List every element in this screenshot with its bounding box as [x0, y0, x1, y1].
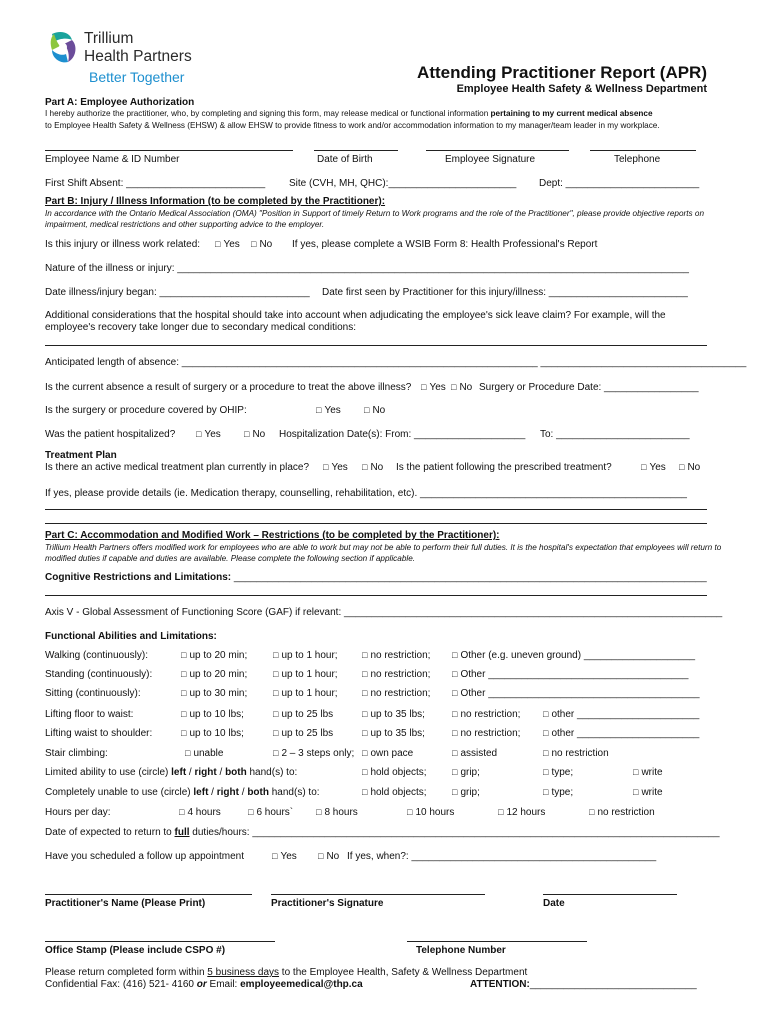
wsib-note: If yes, please complete a WSIB Form 8: Health Professional's Report: [292, 239, 598, 250]
surgery-date-field[interactable]: Surgery or Procedure Date: _________________: [479, 382, 699, 393]
work-related-question: Is this injury or illness work related:: [45, 239, 201, 250]
date-illness-began-field[interactable]: Date illness/injury began: ___________________________: [45, 287, 310, 298]
lifting-floor-label: Lifting floor to waist:: [45, 709, 134, 720]
ohip-question: Is the surgery or procedure covered by OHIP:: [45, 405, 247, 416]
stair-option[interactable]: □ unable: [185, 748, 223, 759]
practitioner-signature-label: Practitioner's Signature: [271, 898, 384, 909]
logo-line2: Health Partners: [84, 48, 192, 65]
site-field[interactable]: Site (CVH, MH, QHC):_______________________: [289, 178, 517, 189]
stair-option[interactable]: □ 2 – 3 steps only;: [273, 748, 354, 759]
walking-option[interactable]: □ up to 20 min;: [181, 650, 247, 661]
following-treatment-question: Is the patient following the prescribed treatment?: [396, 462, 612, 473]
date-first-seen-field[interactable]: Date first seen by Practitioner for this injury/illness: _________________________: [322, 287, 688, 298]
followup-no-checkbox[interactable]: □ No: [318, 851, 339, 862]
hospitalized-no-checkbox[interactable]: □ No: [244, 429, 265, 440]
work-related-no-checkbox[interactable]: □ No: [251, 239, 272, 250]
lifting-waist-label: Lifting waist to shoulder:: [45, 728, 153, 739]
lifting-floor-option[interactable]: □ no restriction;: [452, 709, 520, 720]
anticipated-absence-field[interactable]: Anticipated length of absence: ________________________________________________________________ _____________________________________: [45, 357, 747, 368]
functional-abilities-heading: Functional Abilities and Limitations:: [45, 631, 217, 642]
logo-line1: Trillium: [84, 30, 134, 47]
hospitalization-from-field[interactable]: Hospitalization Date(s): From: ____________________: [279, 429, 526, 440]
lifting-floor-option[interactable]: □ up to 35 lbs;: [362, 709, 425, 720]
hours-option[interactable]: □ no restriction: [589, 807, 655, 818]
hospitalized-question: Was the patient hospitalized?: [45, 429, 176, 440]
limited-hand-option[interactable]: □ type;: [543, 767, 573, 778]
practitioner-name-label: Practitioner's Name (Please Print): [45, 898, 206, 909]
part-b-intro: In accordance with the Ontario Medical Association (OMA) "Position in Support of timely Return to Work programs and the role of the Practitioner", please provide objective reports on impairment, medical restrictions and other supporting advice to the employer.: [45, 209, 705, 229]
hours-per-day-label: Hours per day:: [45, 807, 111, 818]
walking-label: Walking (continuously):: [45, 650, 149, 661]
surgery-yes-checkbox[interactable]: □ Yes: [421, 382, 446, 393]
walking-option[interactable]: □ up to 1 hour;: [273, 650, 338, 661]
part-a-heading: Part A: Employee Authorization: [45, 97, 195, 108]
return-to-full-duties-field[interactable]: Date of expected to return to full duties/hours: ____________________________________________________________________________________: [45, 827, 720, 838]
unable-hand-option[interactable]: □ write: [633, 787, 663, 798]
dob-label: Date of Birth: [317, 154, 373, 165]
surgery-no-checkbox[interactable]: □ No: [451, 382, 472, 393]
ohip-no-checkbox[interactable]: □ No: [364, 405, 385, 416]
employee-signature-field[interactable]: [426, 150, 569, 151]
telephone-field[interactable]: [590, 150, 696, 151]
additional-considerations: Additional considerations that the hospital should take into account when adjudicating the employee's sick leave claim? For example, will the employee's recovery take longer due to secondary medical conditions:: [45, 310, 666, 333]
treatment-no-checkbox[interactable]: □ No: [362, 462, 383, 473]
limited-hand-option[interactable]: □ grip;: [452, 767, 480, 778]
standing-option[interactable]: □ no restriction;: [362, 669, 430, 680]
practitioner-name-line[interactable]: [45, 894, 252, 895]
part-c-intro: Trillium Health Partners offers modified work for employees who are able to work but may not be able to perform their full duties. It is the hospital's expectation that employees will return to modified duties if capable and duties are available. Please complete the following section if applicable.: [45, 543, 722, 563]
telephone-number-line[interactable]: [407, 941, 587, 942]
employee-name-field[interactable]: [45, 150, 293, 151]
cognitive-line-2[interactable]: [45, 595, 707, 596]
employee-signature-label: Employee Signature: [445, 154, 536, 165]
office-stamp-label: Office Stamp (Please include CSPO #): [45, 945, 226, 956]
hours-option[interactable]: □ 8 hours: [316, 807, 358, 818]
stair-climbing-label: Stair climbing:: [45, 748, 108, 759]
standing-option[interactable]: □ Other ____________________________________: [452, 669, 688, 680]
telephone-number-label: Telephone Number: [416, 945, 506, 956]
authorization-text: I hereby authorize the practitioner, who, by completing and signing this form, may release medical or functional information pertaining to my current medical absence to Employee Health Safety & Wellness (EHSW) & allow EHSW to provide fitness to work and/or accommodation information to my manager/team leader in my workplace.: [45, 109, 660, 130]
stair-option[interactable]: □ assisted: [452, 748, 497, 759]
department-title: Employee Health Safety & Wellness Department: [456, 83, 707, 95]
followup-yes-checkbox[interactable]: □ Yes: [272, 851, 297, 862]
first-shift-absent[interactable]: First Shift Absent: _________________________: [45, 178, 266, 189]
sitting-option[interactable]: □ Other ______________________________________: [452, 688, 700, 699]
lifting-waist-option[interactable]: □ no restriction;: [452, 728, 520, 739]
standing-option[interactable]: □ up to 1 hour;: [273, 669, 338, 680]
stair-option[interactable]: □ own pace: [362, 748, 413, 759]
unable-hand-option[interactable]: □ hold objects;: [362, 787, 427, 798]
treatment-details-field[interactable]: If yes, please provide details (ie. Medication therapy, counselling, rehabilitation, etc). ________________________________________________: [45, 488, 687, 499]
lifting-waist-option[interactable]: □ up to 25 lbs: [273, 728, 333, 739]
lifting-floor-option[interactable]: □ up to 25 lbs: [273, 709, 333, 720]
unable-hand-option[interactable]: □ type;: [543, 787, 573, 798]
lifting-floor-option[interactable]: □ up to 10 lbs;: [181, 709, 244, 720]
telephone-label: Telephone: [614, 154, 661, 165]
treatment-details-line-2[interactable]: [45, 509, 707, 510]
attention-field[interactable]: ATTENTION:______________________________: [470, 979, 697, 990]
lifting-waist-option[interactable]: □ other ______________________: [543, 728, 699, 739]
additional-considerations-line[interactable]: [45, 345, 707, 346]
form-title: Attending Practitioner Report (APR): [417, 63, 707, 82]
hours-option[interactable]: □ 12 hours: [498, 807, 545, 818]
treatment-details-line-3[interactable]: [45, 523, 707, 524]
surgery-question: Is the current absence a result of surgery or a procedure to treat the above illness?: [45, 382, 412, 393]
practitioner-signature-line[interactable]: [271, 894, 485, 895]
hours-option[interactable]: □ 10 hours: [407, 807, 454, 818]
followup-when-field[interactable]: If yes, when?: ____________________________________________: [347, 851, 657, 862]
lifting-floor-option[interactable]: □ other ______________________: [543, 709, 699, 720]
cognitive-field[interactable]: Cognitive Restrictions and Limitations: _____________________________________________________________________________________: [45, 572, 707, 583]
following-no-checkbox[interactable]: □ No: [679, 462, 700, 473]
completely-unable-label: Completely unable to use (circle) left / right / both hand(s) to:: [45, 787, 320, 798]
following-yes-checkbox[interactable]: □ Yes: [641, 462, 666, 473]
treatment-plan-question: Is there an active medical treatment plan currently in place?: [45, 462, 310, 473]
fax-email-line: Confidential Fax: (416) 521- 4160 or Email: employeemedical@thp.ca: [45, 979, 363, 990]
standing-option[interactable]: □ up to 20 min;: [181, 669, 247, 680]
gaf-score-field[interactable]: Axis V - Global Assessment of Functioning Score (GAF) if relevant: ____________________________________________________________________: [45, 607, 723, 618]
logo: [46, 28, 206, 86]
unable-hand-option[interactable]: □ grip;: [452, 787, 480, 798]
return-instructions: Please return completed form within 5 business days to the Employee Health, Safety & Wellness Department: [45, 967, 528, 978]
part-b-heading: Part B: Injury / Illness Information (to be completed by the Practitioner):: [45, 196, 386, 207]
standing-label: Standing (continuously):: [45, 669, 153, 680]
sitting-option[interactable]: □ up to 30 min;: [181, 688, 247, 699]
office-stamp-line[interactable]: [45, 941, 275, 942]
hospitalization-to-field[interactable]: To: ________________________: [540, 429, 690, 440]
date-line[interactable]: [543, 894, 677, 895]
hours-option[interactable]: □ 6 hours`: [248, 807, 293, 818]
followup-question: Have you scheduled a follow up appointment: [45, 851, 245, 862]
stair-option[interactable]: □ no restriction: [543, 748, 609, 759]
hospitalized-yes-checkbox[interactable]: □ Yes: [196, 429, 221, 440]
sitting-label: Sitting (continuously):: [45, 688, 141, 699]
lifting-waist-option[interactable]: □ up to 35 lbs;: [362, 728, 425, 739]
part-c-heading: Part C: Accommodation and Modified Work – Restrictions (to be completed by the Practitioner):: [45, 530, 500, 541]
date-label: Date: [543, 898, 565, 909]
employee-name-label: Employee Name & ID Number: [45, 154, 180, 165]
work-related-yes-checkbox[interactable]: □ Yes: [215, 239, 240, 250]
hours-option[interactable]: □ 4 hours: [179, 807, 221, 818]
treatment-plan-heading: Treatment Plan: [45, 450, 117, 461]
logo-tagline: Better Together: [89, 69, 185, 85]
limited-hands-label: Limited ability to use (circle) left / right / both hand(s) to:: [45, 767, 298, 778]
limited-hand-option[interactable]: □ hold objects;: [362, 767, 427, 778]
limited-hand-option[interactable]: □ write: [633, 767, 663, 778]
email-link[interactable]: employeemedical@thp.ca: [240, 979, 363, 990]
sitting-option[interactable]: □ no restriction;: [362, 688, 430, 699]
nature-of-illness-field[interactable]: Nature of the illness or injury: ____________________________________________________________________________________________: [45, 263, 689, 274]
trillium-logo-icon: [46, 28, 86, 68]
walking-option[interactable]: □ no restriction;: [362, 650, 430, 661]
treatment-yes-checkbox[interactable]: □ Yes: [323, 462, 348, 473]
dept-field[interactable]: Dept: ________________________: [539, 178, 700, 189]
sitting-option[interactable]: □ up to 1 hour;: [273, 688, 338, 699]
walking-option[interactable]: □ Other (e.g. uneven ground) ____________________: [452, 650, 695, 661]
ohip-yes-checkbox[interactable]: □ Yes: [316, 405, 341, 416]
lifting-waist-option[interactable]: □ up to 10 lbs;: [181, 728, 244, 739]
dob-field[interactable]: [314, 150, 398, 151]
